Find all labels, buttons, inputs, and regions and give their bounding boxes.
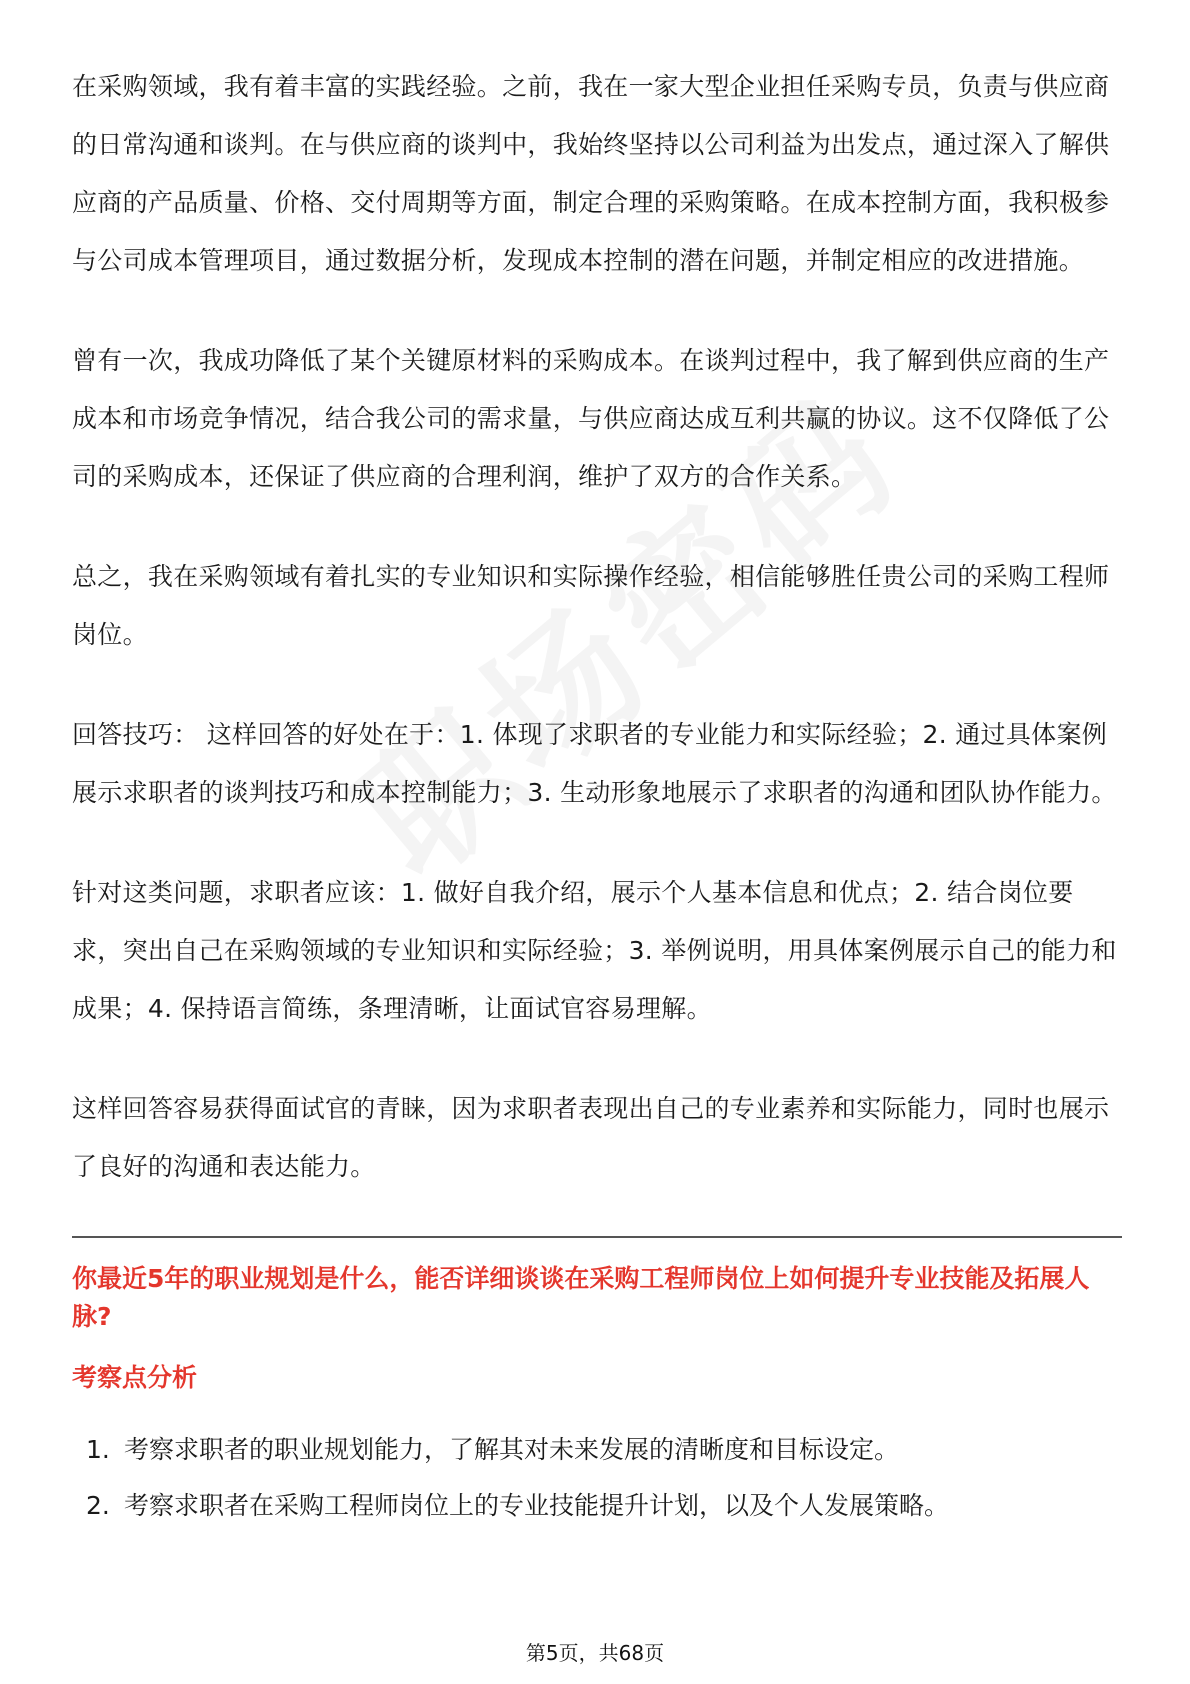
section-divider (72, 1236, 1122, 1238)
paragraph-summary: 总之，我在采购领域有着扎实的专业知识和实际操作经验，相信能够胜任贵公司的采购工程师岗位。 (72, 562, 1110, 649)
analysis-title: 考察点分析 (72, 1363, 198, 1392)
paragraph-experience: 在采购领域，我有着丰富的实践经验。之前，我在一家大型企业担任采购专员，负责与供应商的日常沟通和谈判。在与供应商的谈判中，我始终坚持以公司利益为出发点，通过深入了解供应商的产品质量、价格、交付周期等方面，制定合理的采购策略。在成本控制方面，我积极参与公司成本管理项目，通过数据分析，发现成本控制的潜在问题，并制定相应的改进措施。 (72, 72, 1110, 275)
list-item-number: 2. (86, 1491, 110, 1520)
paragraph-case: 曾有一次，我成功降低了某个关键原材料的采购成本。在谈判过程中，我了解到供应商的生产成本和市场竞争情况，结合我公司的需求量，与供应商达成互利共赢的协议。这不仅降低了公司的采购成本，还保证了供应商的合理利润，维护了双方的合作关系。 (72, 346, 1110, 491)
page-number: 第5页，共68页 (525, 1641, 665, 1665)
document-body (72, 58, 1122, 1534)
paragraph-advice: 针对这类问题，求职者应该：1. 做好自我介绍，展示个人基本信息和优点；2. 结合岗位要求，突出自己在采购领域的专业知识和实际经验；3. 举例说明，用具体案例展示自己的能力和成果；4. 保持语言简练，条理清晰，让面试官容易理解。 (72, 878, 1117, 1023)
list-item (72, 1422, 1122, 1478)
paragraph-conclusion: 这样回答容易获得面试官的青睐，因为求职者表现出自己的专业素养和实际能力，同时也展示了良好的沟通和表达能力。 (72, 1094, 1110, 1181)
question-heading: 你最近5年的职业规划是什么，能否详细谈谈在采购工程师岗位上如何提升专业技能及拓展人脉? (72, 1264, 1090, 1331)
paragraph-tips: 回答技巧： 这样回答的好处在于：1. 体现了求职者的专业能力和实际经验；2. 通过具体案例展示求职者的谈判技巧和成本控制能力；3. 生动形象地展示了求职者的沟通和团队协作能力。 (72, 720, 1117, 807)
analysis-list (72, 1422, 1122, 1534)
list-item (72, 1478, 1122, 1534)
list-item-text: 考察求职者在采购工程师岗位上的专业技能提升计划，以及个人发展策略。 (124, 1491, 950, 1520)
list-item-number: 1. (86, 1435, 110, 1464)
list-item-text: 考察求职者的职业规划能力，了解其对未来发展的清晰度和目标设定。 (124, 1435, 900, 1464)
